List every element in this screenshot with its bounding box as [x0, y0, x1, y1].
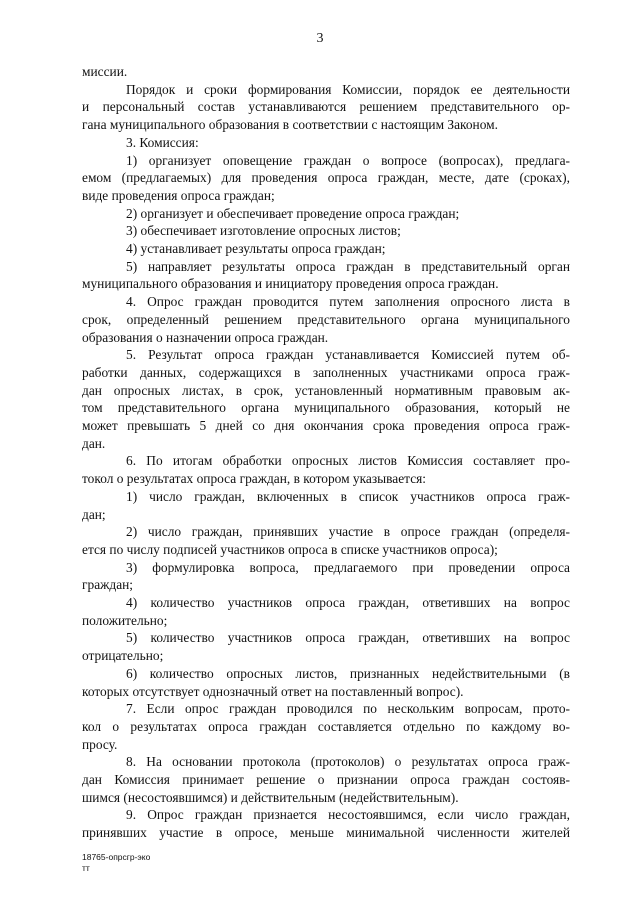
- text-line: 9. Опрос граждан признается несостоявшимся, если число граждан,: [126, 807, 570, 823]
- text-line: муниципального образования и инициатору проведения опроса граждан.: [82, 276, 499, 292]
- text-line: срок, определенный решением представительного органа муниципального: [82, 311, 570, 327]
- text-line: 5) направляет результаты опроса граждан в представительный орган: [126, 258, 570, 274]
- text-line: 5. Результат опроса граждан устанавливается Комиссией путем об-: [126, 347, 570, 363]
- text-line: 4. Опрос граждан проводится путем заполнения опросного листа в: [126, 294, 570, 310]
- text-line: которых отсутствует однозначный ответ на поставленный вопрос).: [82, 683, 464, 699]
- text-line: просу.: [82, 736, 118, 752]
- text-line: может превышать 5 дней со дня окончания срока проведения опроса граж-: [82, 418, 570, 433]
- text-line: дан Комиссия принимает решение о признании опроса граждан состояв-: [82, 772, 570, 787]
- text-line: токол о результатах опроса граждан, в котором указывается:: [82, 471, 427, 487]
- text-line: 2) число граждан, принявших участие в опросе граждан (определя-: [126, 524, 570, 540]
- text-line: виде проведения опроса граждан;: [82, 187, 275, 203]
- text-line: принявших участие в опросе, меньше минимальной численности жителей: [82, 825, 570, 841]
- text-line: 6. По итогам обработки опросных листов Комиссия составляет про-: [126, 453, 570, 469]
- text-line: 6) количество опросных листов, признанных недействительными (в: [126, 665, 570, 681]
- text-line: 3) формулировка вопроса, предлагаемого при проведении опроса: [126, 559, 570, 575]
- text-line: емом (предлагаемых) для проведения опроса граждан, месте, дате (сроках),: [82, 170, 570, 186]
- text-line: 4) устанавливает результаты опроса граждан;: [126, 241, 386, 256]
- text-line: дан.: [82, 435, 106, 451]
- text-line: и персональный состав устанавливаются решением представительного ор-: [82, 99, 570, 115]
- text-line: образования о назначении опроса граждан.: [82, 329, 329, 345]
- text-line: Порядок и сроки формирования Комиссии, порядок ее деятельности: [126, 81, 570, 97]
- text-line: дан;: [82, 506, 106, 522]
- text-line: 3. Комиссия:: [126, 134, 199, 150]
- text-line: дан опросных листах, в срок, установленный нормативным правовым ак-: [82, 382, 570, 398]
- text-line: 2) организует и обеспечивает проведение опроса граждан;: [126, 205, 460, 221]
- text-line: 5) количество участников опроса граждан, ответивших на вопрос: [126, 630, 570, 646]
- page-number: 3: [316, 31, 324, 46]
- text-line: положительно;: [82, 612, 168, 628]
- footer-code: 18765-опрсгр-эко: [82, 852, 151, 862]
- text-line: 4) количество участников опроса граждан, ответивших на вопрос: [126, 595, 570, 610]
- text-line: 3) обеспечивает изготовление опросных листов;: [126, 223, 401, 239]
- text-line: отрицательно;: [82, 648, 164, 664]
- text-line: граждан;: [82, 577, 134, 593]
- text-line: 7. Если опрос граждан проводился по нескольким вопросам, прото-: [126, 701, 570, 717]
- text-line: том представительного органа муниципального образования, который не: [82, 400, 570, 416]
- text-line: кол о результатах опроса граждан составляется отдельно по каждому во-: [82, 718, 570, 734]
- text-line: шимся (несостоявшимся) и действительным (недействительным).: [82, 789, 459, 805]
- footer-initials: тт: [82, 863, 90, 873]
- text-line: 1) число граждан, включенных в список участников опроса граж-: [126, 488, 570, 504]
- text-line: 1) организует оповещение граждан о вопросе (вопросах), предлага-: [126, 152, 570, 168]
- text-line: 8. На основании протокола (протоколов) о результатах опроса граж-: [126, 754, 570, 770]
- text-line: гана муниципального образования в соответствии с настоящим Законом.: [82, 117, 498, 133]
- text-line: ется по числу подписей участников опроса в списке участников опроса);: [82, 541, 498, 557]
- text-line: миссии.: [82, 64, 128, 79]
- text-line: работки данных, содержащихся в заполненных участниками опроса граж-: [82, 364, 570, 380]
